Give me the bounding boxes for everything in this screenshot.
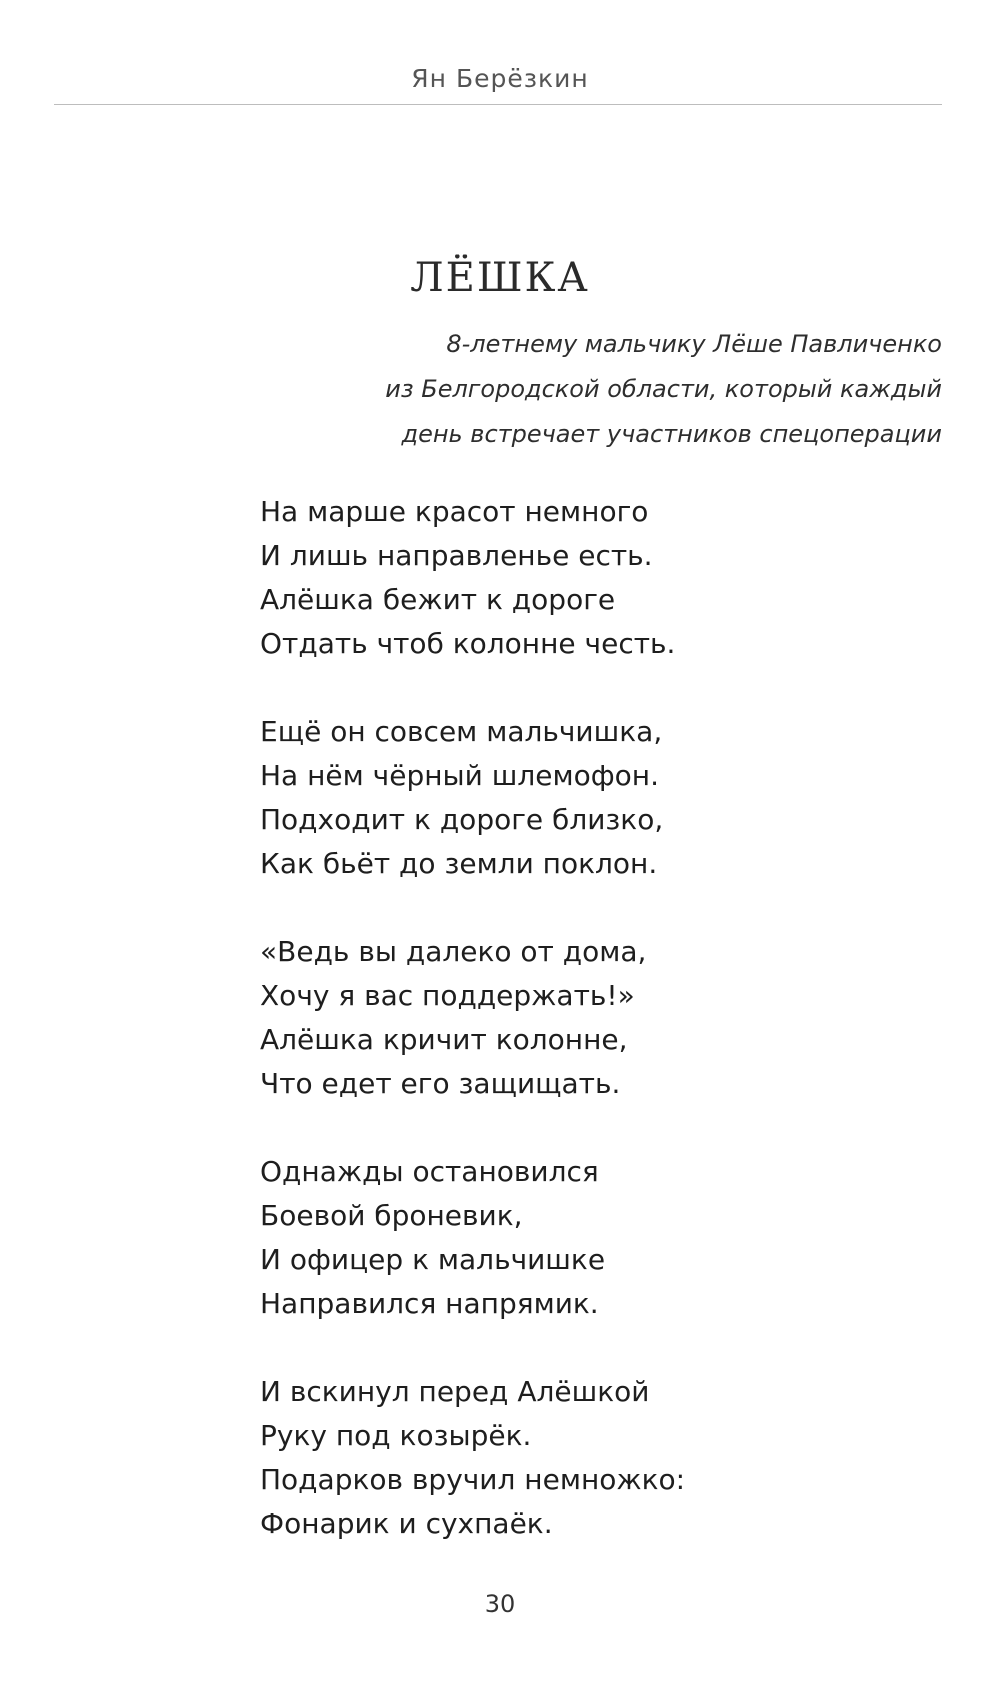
poem-line: Фонарик и сухпаёк. [260,1507,553,1540]
dedication-line: 8-летнему мальчику Лёше Павличенко [446,330,942,358]
stanza [260,710,960,886]
stanza [260,1150,960,1326]
poem-line: Что едет его защищать. [260,1067,621,1100]
poem-line: Ещё он совсем мальчишка, [260,715,663,748]
poem-line: И лишь направленье есть. [260,539,653,572]
poem-line: Отдать чтоб колонне честь. [260,627,676,660]
dedication-line: день встречает участников спецоперации [401,420,942,448]
poem-line: Хочу я вас поддержать!» [260,979,635,1012]
poem-line: И офицер к мальчишке [260,1243,606,1276]
poem-line: Подарков вручил немножко: [260,1463,686,1496]
poem-line: Однажды остановился [260,1155,599,1188]
stanza [260,930,960,1106]
poem-line: Подходит к дороге близко, [260,803,664,836]
poem-line: Как бьёт до земли поклон. [260,847,658,880]
poem-line: На нём чёрный шлемофон. [260,759,659,792]
poem-title: ЛЁШКА [410,254,590,301]
poem-line: Алёшка бежит к дороге [260,583,616,616]
running-header-author: Ян Берёзкин [411,64,589,93]
poem-line: «Ведь вы далеко от дома, [260,935,647,968]
poem-dedication [242,322,942,457]
stanza [260,1370,960,1546]
poem-line: Руку под козырёк. [260,1419,532,1452]
page-number: 30 [484,1590,516,1618]
stanza [260,490,960,666]
poem-line: Боевой броневик, [260,1199,523,1232]
poem-body [260,490,960,1590]
poem-line: Направился напрямик. [260,1287,599,1320]
poem-line: И вскинул перед Алёшкой [260,1375,650,1408]
header-divider [54,104,942,105]
poem-line: На марше красот немного [260,495,649,528]
poem-line: Алёшка кричит колонне, [260,1023,628,1056]
dedication-line: из Белгородской области, который каждый [385,375,942,403]
